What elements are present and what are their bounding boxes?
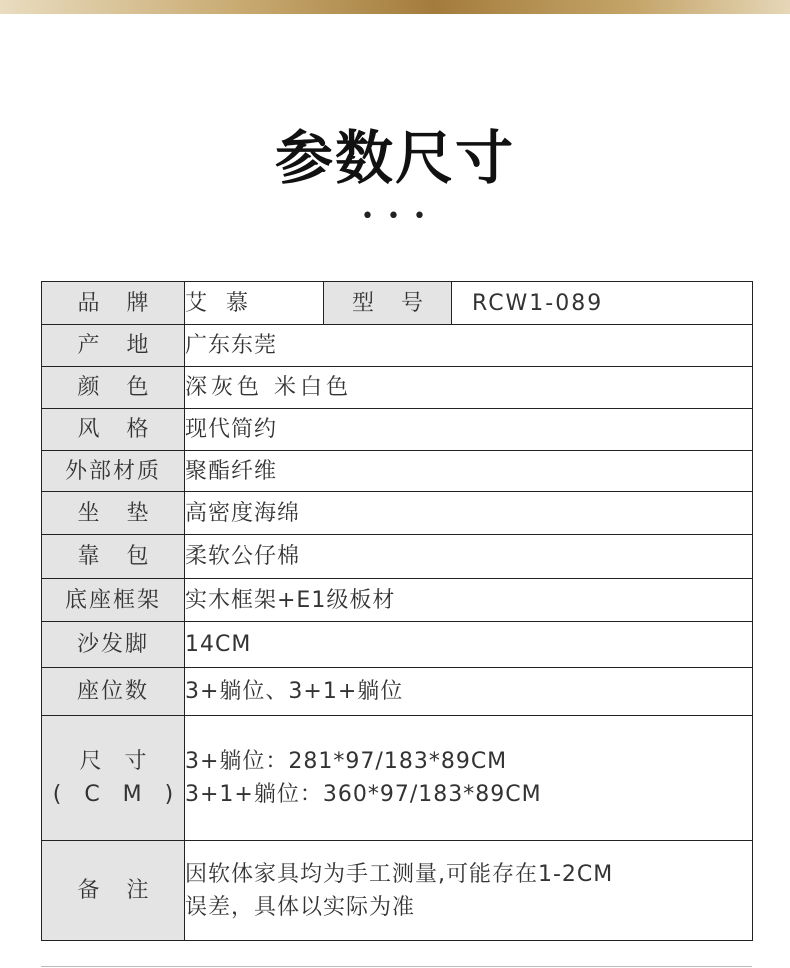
row-value-line: 3+躺位：281*97/183*89CM <box>185 749 508 774</box>
table-row <box>42 841 753 941</box>
table-row <box>42 325 753 367</box>
row-value: 柔软公仔棉 <box>185 535 753 579</box>
table-row <box>42 622 753 668</box>
row-label: 产 地 <box>42 325 185 367</box>
row-value <box>185 716 753 841</box>
row-value: RCW1-089 <box>452 282 753 325</box>
row-value-line: 因软体家具均为手工测量,可能存在1-2CM <box>185 861 614 887</box>
row-value <box>185 841 753 941</box>
row-value: 现代简约 <box>185 409 753 451</box>
row-value: 广东东莞 <box>185 325 753 367</box>
title-ellipsis: • • • <box>361 204 429 229</box>
row-label: 座位数 <box>42 668 185 716</box>
row-value: 实木框架+E1级板材 <box>185 579 753 622</box>
row-label: 颜 色 <box>42 367 185 409</box>
table-row <box>42 668 753 716</box>
row-value: 3+躺位、3+1+躺位 <box>185 668 753 716</box>
table-row <box>42 579 753 622</box>
table-row <box>42 535 753 579</box>
row-value: 聚酯纤维 <box>185 451 753 492</box>
row-label: 风 格 <box>42 409 185 451</box>
row-value-line: 误差，具体以实际为准 <box>185 894 416 920</box>
table-row <box>42 451 753 492</box>
row-value: 14CM <box>185 622 753 668</box>
row-label <box>42 716 185 841</box>
row-label: 外部材质 <box>42 451 185 492</box>
row-label-line: 尺 寸 <box>79 749 155 774</box>
table-row <box>42 282 753 325</box>
table-row <box>42 367 753 409</box>
row-value-line: 3+1+躺位：360*97/183*89CM <box>185 782 542 807</box>
page-title: 参数尺寸 <box>274 124 515 192</box>
row-label: 型 号 <box>324 282 452 325</box>
row-label-line: ( C M ) <box>52 782 182 807</box>
row-label: 坐 垫 <box>42 492 185 535</box>
table-row <box>42 716 753 841</box>
spec-table <box>41 281 753 941</box>
top-gold-bar <box>0 0 790 14</box>
row-label: 备 注 <box>42 841 185 941</box>
row-label: 沙发脚 <box>42 622 185 668</box>
row-value: 深灰色 米白色 <box>185 367 753 409</box>
row-label: 底座框架 <box>42 579 185 622</box>
row-value: 艾 慕 <box>185 282 324 325</box>
row-label: 靠 包 <box>42 535 185 579</box>
table-row <box>42 492 753 535</box>
bottom-divider <box>41 966 752 967</box>
table-row <box>42 409 753 451</box>
row-label: 品 牌 <box>42 282 185 325</box>
row-value: 高密度海绵 <box>185 492 753 535</box>
